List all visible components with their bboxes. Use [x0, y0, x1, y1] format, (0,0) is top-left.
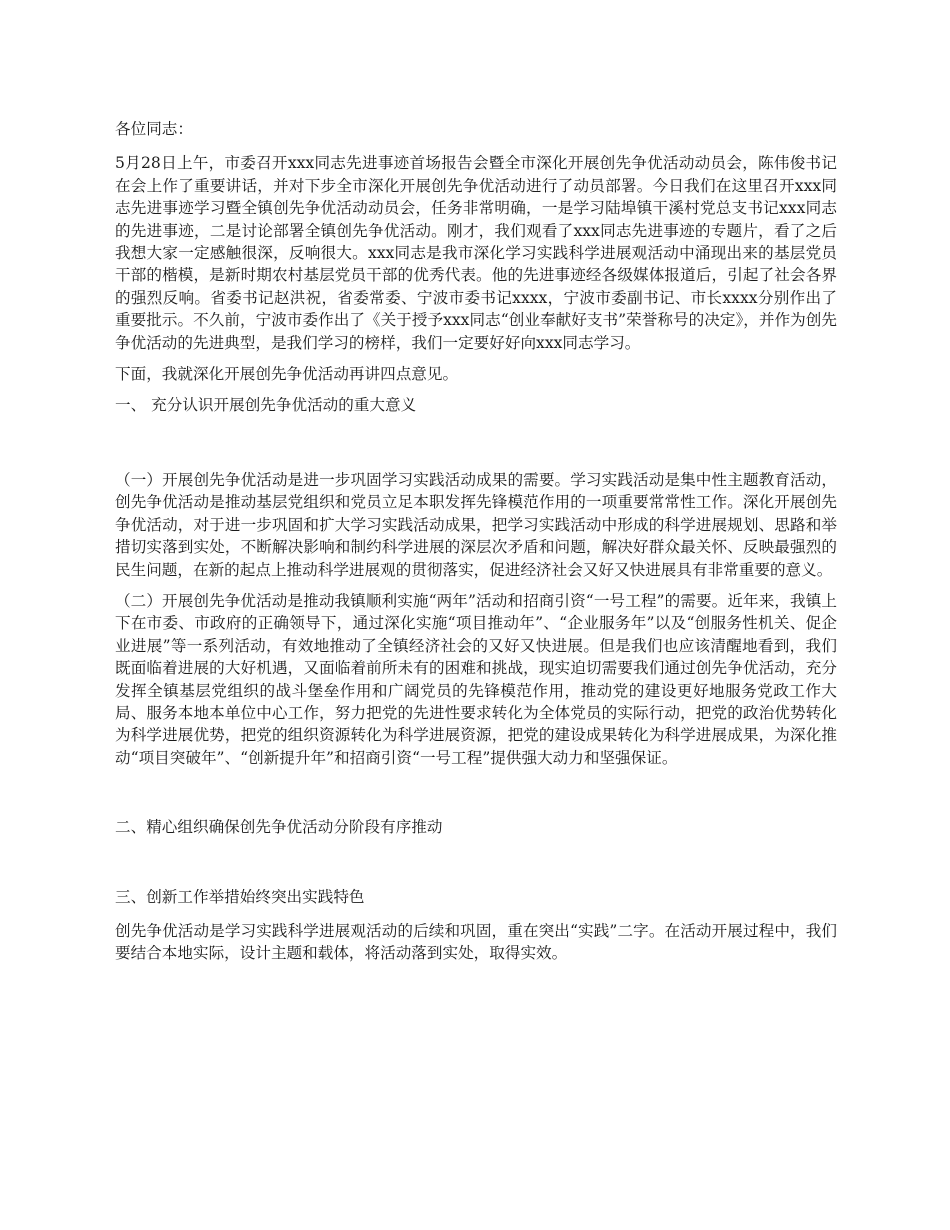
- section-3-heading: 三、创新工作举措始终突出实践特色: [115, 887, 365, 906]
- section-1-paragraph-2: （二）开展创先争优活动是推动我镇顺利实施“两年”活动和招商引资“一号工程”的需要。近年来，我镇上下在市委、市政府的正确领导下，通过深化实施“项目推动年”、“企业服务年”以及“创服务性机关、促企业进展”等一系列活动，有效地推动了全镇经济社会的又好又快进展。但是我们也应该清醒地看到，我们既面临着进展的大好机遇，又面临着前所未有的困难和挑战，现实迫切需要我们通过创先争优活动，充分发挥全镇基层党组织的战斗堡垒作用和广阔党员的先锋模范作用，推动党的建设更好地服务党政工作大局、服务本地本单位中心工作，努力把党的先进性要求转化为全体党员的实际行动，把党的政治优势转化为科学进展优势，把党的组织资源转化为科学进展资源，把党的建设成果转化为科学进展成果，为深化推动“项目突破年”、“创新提升年”和招商引资“一号工程”提供强大动力和坚强保证。: [115, 591, 837, 767]
- blank-space: [115, 769, 837, 816]
- intro-paragraph: 5月28日上午，市委召开xxx同志先进事迹首场报告会暨全市深化开展创先争优活动动员会，陈伟俊书记在会上作了重要讲话，并对下步全市深化开展创先争优活动进行了动员部署。今日我们在这里召开xxx同志先进事迹学习暨全镇创先争优活动动员会，任务非常明确，一是学习陆埠镇干溪村党总支书记xxx同志的先进事迹，二是讨论部署全镇创先争优活动。刚才，我们观看了xxx同志先进事迹的专题片，看了之后我想大家一定感触很深，反响很大。xxx同志是我市深化学习实践科学进展观活动中涌现出来的基层党员干部的楷模，是新时期农村基层党员干部的优秀代表。他的先进事迹经各级媒体报道后，引起了社会各界的强烈反响。省委书记赵洪祝，省委常委、宁波市委书记xxxx，宁波市委副书记、市长xxxx分别作出了重要批示。不久前，宁波市委作出了《关于授予xxx同志“创业奉献好支书”荣誉称号的决定》，并作为创先争优活动的先进典型，是我们学习的榜样，我们一定要好好向xxx同志学习。: [115, 154, 837, 352]
- section-3-paragraph-1: 创先争优活动是学习实践科学进展观活动的后续和巩固，重在突出“实践”二字。在活动开展过程中，我们要结合本地实际，设计主题和载体，将活动落到实处，取得实效。: [115, 921, 837, 963]
- blank-space: [115, 417, 837, 469]
- section-2-heading: 二、精心组织确保创先争优活动分阶段有序推动: [115, 818, 443, 837]
- section-1-heading: 一、 充分认识开展创先争优活动的重大意义: [115, 396, 417, 415]
- document-page: [115, 118, 837, 965]
- blank-space: [115, 839, 837, 886]
- section-1-paragraph-1: （一）开展创先争优活动是进一步巩固学习实践活动成果的需要。学习实践活动是集中性主题教育活动，创先争优活动是推动基层党组织和党员立足本职发挥先锋模范作用的一项重要常常性工作。深化开展创先争优活动，对于进一步巩固和扩大学习实践活动成果，把学习实践活动中形成的科学进展规划、思路和举措切实落到实处，不断解决影响和制约科学进展的深层次矛盾和问题，解决好群众最关怀、反映最强烈的民生问题，在新的起点上推动科学进展观的贯彻落实，促进经济社会又好又快进展具有非常重要的意义。: [115, 470, 837, 579]
- greeting: 各位同志：: [115, 120, 193, 138]
- transition-sentence: 下面，我就深化开展创先争优活动再讲四点意见。: [115, 365, 459, 384]
